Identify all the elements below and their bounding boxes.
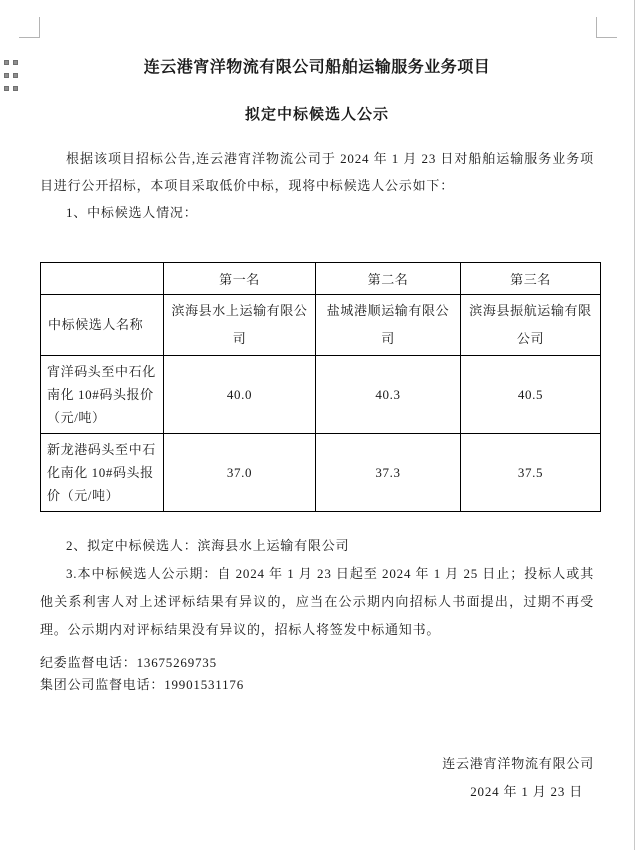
table-cell-rank-second: 第二名 — [316, 263, 461, 295]
paragraph-item1-heading: 1、中标候选人情况： — [66, 205, 198, 220]
paragraph-intro: 根据该项目招标公告,连云港宵洋物流公司于 2024 年 1 月 23 日对船舶运输服务业务项目进行公开招标，本项目采取低价中标，现将中标候选人公示如下： — [40, 151, 594, 193]
table-row-candidate-names — [41, 295, 601, 356]
phone-group-company: 集团公司监督电话：19901531176 — [40, 677, 245, 692]
table-cell-price: 40.5 — [461, 356, 601, 434]
document-subtitle: 拟定中标候选人公示 — [244, 107, 389, 123]
supervision-phones — [40, 652, 594, 696]
handle-dot — [4, 60, 9, 65]
table-cell-header-blank — [41, 263, 164, 295]
phone-discipline-committee: 纪委监督电话：13675269735 — [40, 655, 217, 670]
drag-handle-icon[interactable] — [4, 60, 18, 91]
table-row-price-xinlonggang — [41, 434, 601, 512]
handle-dot — [13, 73, 18, 78]
table-cell-price: 37.5 — [461, 434, 601, 512]
table-cell-label: 新龙港码头至中石化南化 10#码头报价（元/吨） — [41, 434, 164, 512]
table-cell-price: 40.3 — [316, 356, 461, 434]
handle-dot — [13, 86, 18, 91]
table-cell-price: 40.0 — [164, 356, 316, 434]
handle-dot — [4, 86, 9, 91]
table-row-header — [41, 263, 601, 295]
paragraph-item3: 3.本中标候选人公示期：自 2024 年 1 月 23 日起至 2024 年 1 月 25 日止；投标人或其他关系利害人对上述评标结果有异议的，应当在公示期内向招标人书面提出，过期不再受理。公示期内对评标结果没有异议的，招标人将签发中标通知书。 — [40, 566, 594, 637]
table-cell-candidate-1: 滨海县水上运输有限公司 — [164, 295, 316, 356]
paragraph-item2: 2、拟定中标候选人：滨海县水上运输有限公司 — [66, 538, 350, 553]
table-cell-candidate-3: 滨海县振航运输有限公司 — [461, 295, 601, 356]
bid-candidates-table — [40, 262, 601, 512]
document-title: 连云港宵洋物流有限公司船舶运输服务业务项目 — [143, 59, 491, 76]
margin-crop-mark-top-right-icon — [596, 17, 617, 38]
table-cell-label: 中标候选人名称 — [41, 295, 164, 356]
document-body — [0, 56, 634, 806]
table-cell-price: 37.0 — [164, 434, 316, 512]
signature-date: 2024 年 1 月 23 日 — [470, 784, 583, 799]
table-row-price-xiaoyang — [41, 356, 601, 434]
table-cell-label: 宵洋码头至中石化南化 10#码头报价（元/吨） — [41, 356, 164, 434]
table-cell-candidate-2: 盐城港顺运输有限公司 — [316, 295, 461, 356]
signature-block — [40, 750, 594, 806]
table-cell-rank-third: 第三名 — [461, 263, 601, 295]
margin-crop-mark-top-left-icon — [19, 17, 40, 38]
table-cell-rank-first: 第一名 — [164, 263, 316, 295]
table-cell-price: 37.3 — [316, 434, 461, 512]
handle-dot — [4, 73, 9, 78]
signature-company: 连云港宵洋物流有限公司 — [442, 756, 594, 771]
handle-dot — [13, 60, 18, 65]
